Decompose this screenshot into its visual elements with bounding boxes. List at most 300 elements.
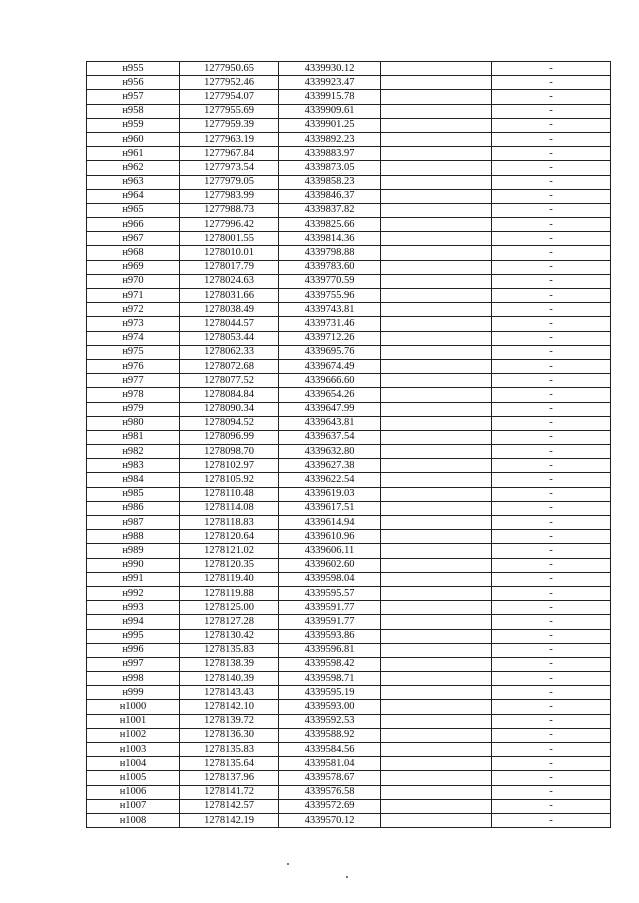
table-row xyxy=(87,317,611,331)
dash-cell: - xyxy=(492,161,611,175)
table-row xyxy=(87,629,611,643)
x-coordinate-cell: 1277967.84 xyxy=(180,147,279,161)
x-coordinate-cell: 1278102.97 xyxy=(180,459,279,473)
empty-cell xyxy=(381,714,492,728)
x-coordinate-cell: 1278094.52 xyxy=(180,416,279,430)
empty-cell xyxy=(381,274,492,288)
x-coordinate-cell: 1278135.64 xyxy=(180,757,279,771)
y-coordinate-cell: 4339892.23 xyxy=(279,132,381,146)
table-row xyxy=(87,345,611,359)
empty-cell xyxy=(381,615,492,629)
point-id-cell: н1003 xyxy=(87,743,180,757)
x-coordinate-cell: 1277952.46 xyxy=(180,76,279,90)
table-row xyxy=(87,473,611,487)
empty-cell xyxy=(381,246,492,260)
empty-cell xyxy=(381,813,492,827)
point-id-cell: н1006 xyxy=(87,785,180,799)
dash-cell: - xyxy=(492,586,611,600)
y-coordinate-cell: 4339743.81 xyxy=(279,303,381,317)
y-coordinate-cell: 4339647.99 xyxy=(279,402,381,416)
point-id-cell: н988 xyxy=(87,530,180,544)
table-row xyxy=(87,672,611,686)
x-coordinate-cell: 1278053.44 xyxy=(180,331,279,345)
empty-cell xyxy=(381,445,492,459)
point-id-cell: н996 xyxy=(87,643,180,657)
y-coordinate-cell: 4339632.80 xyxy=(279,445,381,459)
scan-speck xyxy=(346,876,348,878)
point-id-cell: н986 xyxy=(87,501,180,515)
x-coordinate-cell: 1278098.70 xyxy=(180,445,279,459)
dash-cell: - xyxy=(492,303,611,317)
y-coordinate-cell: 4339873.05 xyxy=(279,161,381,175)
dash-cell: - xyxy=(492,714,611,728)
x-coordinate-cell: 1278114.08 xyxy=(180,501,279,515)
point-id-cell: н994 xyxy=(87,615,180,629)
empty-cell xyxy=(381,132,492,146)
y-coordinate-cell: 4339598.71 xyxy=(279,672,381,686)
x-coordinate-cell: 1278084.84 xyxy=(180,388,279,402)
table-row xyxy=(87,104,611,118)
point-id-cell: н1001 xyxy=(87,714,180,728)
y-coordinate-cell: 4339770.59 xyxy=(279,274,381,288)
point-id-cell: н968 xyxy=(87,246,180,260)
point-id-cell: н964 xyxy=(87,189,180,203)
table-row xyxy=(87,260,611,274)
x-coordinate-cell: 1278010.01 xyxy=(180,246,279,260)
empty-cell xyxy=(381,203,492,217)
x-coordinate-cell: 1278118.83 xyxy=(180,516,279,530)
table-row xyxy=(87,487,611,501)
empty-cell xyxy=(381,317,492,331)
point-id-cell: н992 xyxy=(87,586,180,600)
point-id-cell: н956 xyxy=(87,76,180,90)
y-coordinate-cell: 4339654.26 xyxy=(279,388,381,402)
y-coordinate-cell: 4339591.77 xyxy=(279,601,381,615)
table-row xyxy=(87,416,611,430)
table-row xyxy=(87,785,611,799)
table-row xyxy=(87,601,611,615)
point-id-cell: н987 xyxy=(87,516,180,530)
point-id-cell: н974 xyxy=(87,331,180,345)
point-id-cell: н969 xyxy=(87,260,180,274)
dash-cell: - xyxy=(492,799,611,813)
x-coordinate-cell: 1277963.19 xyxy=(180,132,279,146)
x-coordinate-cell: 1278024.63 xyxy=(180,274,279,288)
table-row xyxy=(87,331,611,345)
empty-cell xyxy=(381,757,492,771)
dash-cell: - xyxy=(492,118,611,132)
point-id-cell: н989 xyxy=(87,544,180,558)
table-row xyxy=(87,530,611,544)
dash-cell: - xyxy=(492,813,611,827)
table-row xyxy=(87,558,611,572)
dash-cell: - xyxy=(492,416,611,430)
table-row xyxy=(87,274,611,288)
point-id-cell: н970 xyxy=(87,274,180,288)
point-id-cell: н960 xyxy=(87,132,180,146)
x-coordinate-cell: 1277973.54 xyxy=(180,161,279,175)
point-id-cell: н973 xyxy=(87,317,180,331)
table-row xyxy=(87,402,611,416)
y-coordinate-cell: 4339572.69 xyxy=(279,799,381,813)
y-coordinate-cell: 4339614.94 xyxy=(279,516,381,530)
x-coordinate-cell: 1278110.48 xyxy=(180,487,279,501)
dash-cell: - xyxy=(492,317,611,331)
x-coordinate-cell: 1278090.34 xyxy=(180,402,279,416)
point-id-cell: н1002 xyxy=(87,728,180,742)
dash-cell: - xyxy=(492,558,611,572)
y-coordinate-cell: 4339837.82 xyxy=(279,203,381,217)
empty-cell xyxy=(381,62,492,76)
empty-cell xyxy=(381,118,492,132)
empty-cell xyxy=(381,799,492,813)
point-id-cell: н965 xyxy=(87,203,180,217)
y-coordinate-cell: 4339570.12 xyxy=(279,813,381,827)
table-row xyxy=(87,303,611,317)
y-coordinate-cell: 4339591.77 xyxy=(279,615,381,629)
coordinates-table xyxy=(86,61,611,828)
point-id-cell: н1007 xyxy=(87,799,180,813)
dash-cell: - xyxy=(492,147,611,161)
dash-cell: - xyxy=(492,771,611,785)
table-row xyxy=(87,572,611,586)
x-coordinate-cell: 1277979.05 xyxy=(180,175,279,189)
y-coordinate-cell: 4339909.61 xyxy=(279,104,381,118)
dash-cell: - xyxy=(492,359,611,373)
point-id-cell: н990 xyxy=(87,558,180,572)
x-coordinate-cell: 1278077.52 xyxy=(180,374,279,388)
x-coordinate-cell: 1278017.79 xyxy=(180,260,279,274)
x-coordinate-cell: 1278120.35 xyxy=(180,558,279,572)
y-coordinate-cell: 4339666.60 xyxy=(279,374,381,388)
y-coordinate-cell: 4339883.97 xyxy=(279,147,381,161)
x-coordinate-cell: 1277950.65 xyxy=(180,62,279,76)
dash-cell: - xyxy=(492,785,611,799)
dash-cell: - xyxy=(492,501,611,515)
table-row xyxy=(87,615,611,629)
x-coordinate-cell: 1278139.72 xyxy=(180,714,279,728)
empty-cell xyxy=(381,785,492,799)
y-coordinate-cell: 4339731.46 xyxy=(279,317,381,331)
empty-cell xyxy=(381,728,492,742)
empty-cell xyxy=(381,260,492,274)
point-id-cell: н971 xyxy=(87,289,180,303)
y-coordinate-cell: 4339578.67 xyxy=(279,771,381,785)
point-id-cell: н959 xyxy=(87,118,180,132)
table-row xyxy=(87,374,611,388)
coordinates-table-body xyxy=(87,62,611,828)
x-coordinate-cell: 1278044.57 xyxy=(180,317,279,331)
empty-cell xyxy=(381,629,492,643)
empty-cell xyxy=(381,90,492,104)
point-id-cell: н958 xyxy=(87,104,180,118)
table-row xyxy=(87,728,611,742)
point-id-cell: н998 xyxy=(87,672,180,686)
y-coordinate-cell: 4339783.60 xyxy=(279,260,381,274)
point-id-cell: н967 xyxy=(87,232,180,246)
dash-cell: - xyxy=(492,530,611,544)
dash-cell: - xyxy=(492,686,611,700)
dash-cell: - xyxy=(492,104,611,118)
point-id-cell: н979 xyxy=(87,402,180,416)
table-row xyxy=(87,445,611,459)
table-row xyxy=(87,189,611,203)
table-row xyxy=(87,686,611,700)
dash-cell: - xyxy=(492,345,611,359)
dash-cell: - xyxy=(492,62,611,76)
empty-cell xyxy=(381,303,492,317)
point-id-cell: н981 xyxy=(87,430,180,444)
dash-cell: - xyxy=(492,203,611,217)
point-id-cell: н978 xyxy=(87,388,180,402)
point-id-cell: н982 xyxy=(87,445,180,459)
empty-cell xyxy=(381,147,492,161)
dash-cell: - xyxy=(492,459,611,473)
table-row xyxy=(87,76,611,90)
dash-cell: - xyxy=(492,388,611,402)
y-coordinate-cell: 4339622.54 xyxy=(279,473,381,487)
table-row xyxy=(87,90,611,104)
dash-cell: - xyxy=(492,601,611,615)
empty-cell xyxy=(381,601,492,615)
x-coordinate-cell: 1278072.68 xyxy=(180,359,279,373)
point-id-cell: н972 xyxy=(87,303,180,317)
dash-cell: - xyxy=(492,218,611,232)
y-coordinate-cell: 4339593.86 xyxy=(279,629,381,643)
point-id-cell: н984 xyxy=(87,473,180,487)
empty-cell xyxy=(381,530,492,544)
y-coordinate-cell: 4339712.26 xyxy=(279,331,381,345)
empty-cell xyxy=(381,686,492,700)
y-coordinate-cell: 4339915.78 xyxy=(279,90,381,104)
dash-cell: - xyxy=(492,289,611,303)
empty-cell xyxy=(381,416,492,430)
point-id-cell: н1008 xyxy=(87,813,180,827)
empty-cell xyxy=(381,558,492,572)
dash-cell: - xyxy=(492,374,611,388)
y-coordinate-cell: 4339598.04 xyxy=(279,572,381,586)
x-coordinate-cell: 1278130.42 xyxy=(180,629,279,643)
table-row xyxy=(87,388,611,402)
table-row xyxy=(87,246,611,260)
x-coordinate-cell: 1278062.33 xyxy=(180,345,279,359)
x-coordinate-cell: 1277954.07 xyxy=(180,90,279,104)
point-id-cell: н999 xyxy=(87,686,180,700)
table-row xyxy=(87,643,611,657)
x-coordinate-cell: 1278141.72 xyxy=(180,785,279,799)
table-row xyxy=(87,516,611,530)
dash-cell: - xyxy=(492,246,611,260)
y-coordinate-cell: 4339576.58 xyxy=(279,785,381,799)
x-coordinate-cell: 1278137.96 xyxy=(180,771,279,785)
point-id-cell: н957 xyxy=(87,90,180,104)
point-id-cell: н995 xyxy=(87,629,180,643)
x-coordinate-cell: 1278135.83 xyxy=(180,643,279,657)
empty-cell xyxy=(381,331,492,345)
dash-cell: - xyxy=(492,76,611,90)
y-coordinate-cell: 4339581.04 xyxy=(279,757,381,771)
y-coordinate-cell: 4339637.54 xyxy=(279,430,381,444)
table-row xyxy=(87,147,611,161)
y-coordinate-cell: 4339798.88 xyxy=(279,246,381,260)
empty-cell xyxy=(381,430,492,444)
dash-cell: - xyxy=(492,430,611,444)
dash-cell: - xyxy=(492,402,611,416)
x-coordinate-cell: 1278127.28 xyxy=(180,615,279,629)
table-row xyxy=(87,359,611,373)
dash-cell: - xyxy=(492,516,611,530)
dash-cell: - xyxy=(492,657,611,671)
dash-cell: - xyxy=(492,331,611,345)
empty-cell xyxy=(381,161,492,175)
dash-cell: - xyxy=(492,615,611,629)
dash-cell: - xyxy=(492,473,611,487)
x-coordinate-cell: 1278120.64 xyxy=(180,530,279,544)
point-id-cell: н991 xyxy=(87,572,180,586)
x-coordinate-cell: 1278142.19 xyxy=(180,813,279,827)
dash-cell: - xyxy=(492,445,611,459)
empty-cell xyxy=(381,374,492,388)
empty-cell xyxy=(381,657,492,671)
point-id-cell: н962 xyxy=(87,161,180,175)
dash-cell: - xyxy=(492,728,611,742)
table-row xyxy=(87,203,611,217)
table-row xyxy=(87,161,611,175)
point-id-cell: н976 xyxy=(87,359,180,373)
y-coordinate-cell: 4339923.47 xyxy=(279,76,381,90)
x-coordinate-cell: 1278138.39 xyxy=(180,657,279,671)
empty-cell xyxy=(381,218,492,232)
empty-cell xyxy=(381,76,492,90)
table-row xyxy=(87,586,611,600)
empty-cell xyxy=(381,572,492,586)
dash-cell: - xyxy=(492,672,611,686)
table-row xyxy=(87,218,611,232)
x-coordinate-cell: 1278135.83 xyxy=(180,743,279,757)
x-coordinate-cell: 1277988.73 xyxy=(180,203,279,217)
y-coordinate-cell: 4339755.96 xyxy=(279,289,381,303)
empty-cell xyxy=(381,459,492,473)
x-coordinate-cell: 1278140.39 xyxy=(180,672,279,686)
y-coordinate-cell: 4339592.53 xyxy=(279,714,381,728)
empty-cell xyxy=(381,700,492,714)
empty-cell xyxy=(381,402,492,416)
x-coordinate-cell: 1278096.99 xyxy=(180,430,279,444)
y-coordinate-cell: 4339596.81 xyxy=(279,643,381,657)
y-coordinate-cell: 4339930.12 xyxy=(279,62,381,76)
dash-cell: - xyxy=(492,132,611,146)
y-coordinate-cell: 4339643.81 xyxy=(279,416,381,430)
dash-cell: - xyxy=(492,90,611,104)
x-coordinate-cell: 1277983.99 xyxy=(180,189,279,203)
x-coordinate-cell: 1277959.39 xyxy=(180,118,279,132)
y-coordinate-cell: 4339593.00 xyxy=(279,700,381,714)
y-coordinate-cell: 4339584.56 xyxy=(279,743,381,757)
table-row xyxy=(87,289,611,303)
table-row xyxy=(87,714,611,728)
table-row xyxy=(87,62,611,76)
empty-cell xyxy=(381,487,492,501)
table-row xyxy=(87,459,611,473)
point-id-cell: н1005 xyxy=(87,771,180,785)
empty-cell xyxy=(381,175,492,189)
dash-cell: - xyxy=(492,700,611,714)
y-coordinate-cell: 4339610.96 xyxy=(279,530,381,544)
table-row xyxy=(87,700,611,714)
x-coordinate-cell: 1278142.57 xyxy=(180,799,279,813)
point-id-cell: н961 xyxy=(87,147,180,161)
empty-cell xyxy=(381,345,492,359)
empty-cell xyxy=(381,189,492,203)
x-coordinate-cell: 1277996.42 xyxy=(180,218,279,232)
table-row xyxy=(87,501,611,515)
x-coordinate-cell: 1278121.02 xyxy=(180,544,279,558)
y-coordinate-cell: 4339602.60 xyxy=(279,558,381,572)
point-id-cell: н955 xyxy=(87,62,180,76)
x-coordinate-cell: 1278142.10 xyxy=(180,700,279,714)
point-id-cell: н1000 xyxy=(87,700,180,714)
y-coordinate-cell: 4339617.51 xyxy=(279,501,381,515)
point-id-cell: н980 xyxy=(87,416,180,430)
x-coordinate-cell: 1278125.00 xyxy=(180,601,279,615)
y-coordinate-cell: 4339598.42 xyxy=(279,657,381,671)
y-coordinate-cell: 4339858.23 xyxy=(279,175,381,189)
y-coordinate-cell: 4339606.11 xyxy=(279,544,381,558)
table-row xyxy=(87,132,611,146)
empty-cell xyxy=(381,232,492,246)
dash-cell: - xyxy=(492,629,611,643)
dash-cell: - xyxy=(492,232,611,246)
point-id-cell: н975 xyxy=(87,345,180,359)
table-row xyxy=(87,118,611,132)
dash-cell: - xyxy=(492,487,611,501)
point-id-cell: н993 xyxy=(87,601,180,615)
table-row xyxy=(87,544,611,558)
dash-cell: - xyxy=(492,260,611,274)
y-coordinate-cell: 4339588.92 xyxy=(279,728,381,742)
y-coordinate-cell: 4339814.36 xyxy=(279,232,381,246)
y-coordinate-cell: 4339846.37 xyxy=(279,189,381,203)
table-row xyxy=(87,757,611,771)
point-id-cell: н963 xyxy=(87,175,180,189)
table-row xyxy=(87,743,611,757)
dash-cell: - xyxy=(492,757,611,771)
table-row xyxy=(87,657,611,671)
x-coordinate-cell: 1278031.66 xyxy=(180,289,279,303)
point-id-cell: н983 xyxy=(87,459,180,473)
empty-cell xyxy=(381,672,492,686)
empty-cell xyxy=(381,743,492,757)
dash-cell: - xyxy=(492,572,611,586)
x-coordinate-cell: 1278143.43 xyxy=(180,686,279,700)
x-coordinate-cell: 1278105.92 xyxy=(180,473,279,487)
empty-cell xyxy=(381,771,492,785)
table-row xyxy=(87,799,611,813)
x-coordinate-cell: 1278119.88 xyxy=(180,586,279,600)
y-coordinate-cell: 4339595.19 xyxy=(279,686,381,700)
dash-cell: - xyxy=(492,743,611,757)
empty-cell xyxy=(381,643,492,657)
y-coordinate-cell: 4339627.38 xyxy=(279,459,381,473)
dash-cell: - xyxy=(492,643,611,657)
point-id-cell: н1004 xyxy=(87,757,180,771)
x-coordinate-cell: 1278038.49 xyxy=(180,303,279,317)
empty-cell xyxy=(381,104,492,118)
empty-cell xyxy=(381,544,492,558)
table-row xyxy=(87,813,611,827)
y-coordinate-cell: 4339674.49 xyxy=(279,359,381,373)
y-coordinate-cell: 4339695.76 xyxy=(279,345,381,359)
